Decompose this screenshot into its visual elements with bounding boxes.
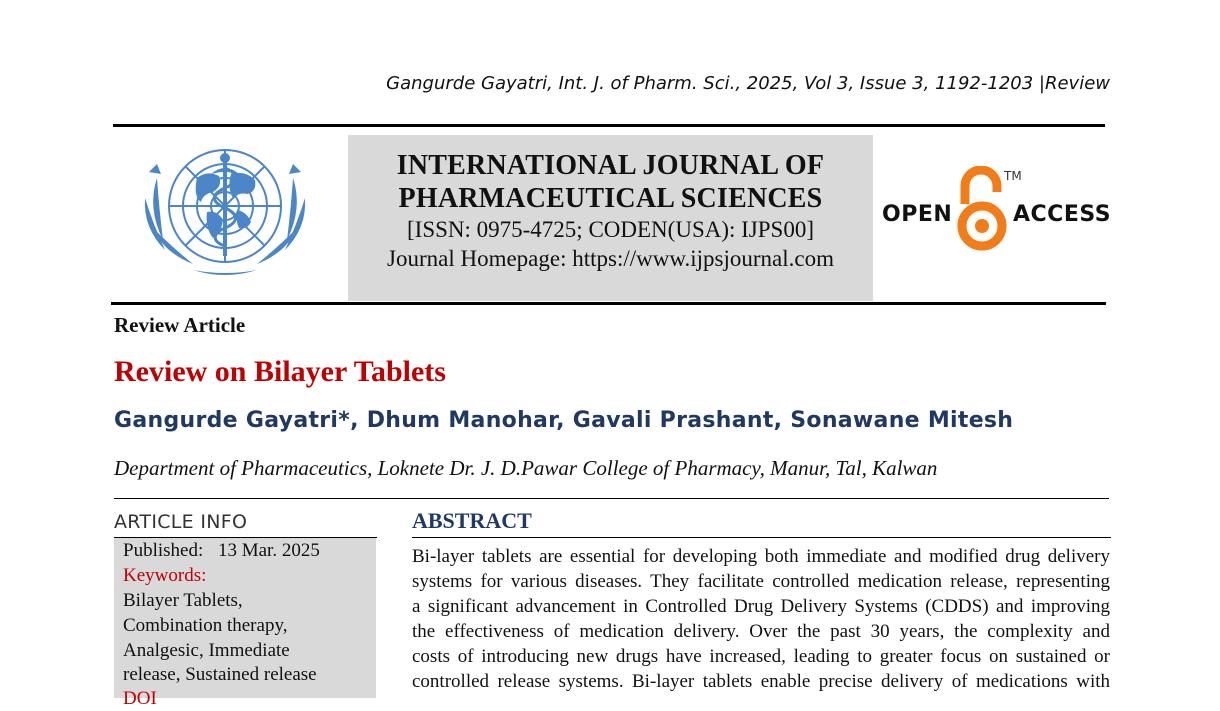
abstract-line: costs of introducing new drugs have increased, leading to greater focus on sustained or (412, 646, 1110, 667)
header-rule-bottom (111, 302, 1106, 305)
running-header: Gangurde Gayatri, Int. J. of Pharm. Sci., 2025, Vol 3, Issue 3, 1192-1203 |Review (386, 73, 1110, 94)
abstract-line: systems for various diseases. They facilitate controlled medication release, representing (412, 571, 1110, 592)
abstract-line: Bi-layer tablets are essential for developing both immediate and modified drug delivery (412, 546, 1110, 567)
abstract-line: a significant advancement in Controlled Drug Delivery Systems (CDDS) and improving (412, 596, 1110, 617)
open-access-access-text: ACCESS (1013, 202, 1112, 227)
section-divider (114, 498, 1109, 499)
article-info-box (114, 538, 376, 709)
abstract-heading: ABSTRACT (412, 508, 532, 533)
keyword-line: Combination therapy, (123, 615, 288, 636)
doi-label: DOI (123, 688, 157, 709)
published-row (123, 539, 320, 563)
published-label: Published: (123, 540, 204, 561)
keyword-line: release, Sustained release (123, 664, 317, 685)
journal-masthead (348, 135, 873, 301)
abstract-text (412, 544, 1110, 694)
header-rule-top (113, 124, 1105, 127)
journal-homepage[interactable]: Journal Homepage: https://www.ijpsjournal.com (387, 246, 834, 271)
abstract-rule (412, 537, 1111, 538)
journal-title-line1: INTERNATIONAL JOURNAL OF (396, 150, 825, 181)
open-access-trademark: TM (1004, 169, 1022, 183)
journal-title-line2: PHARMACEUTICAL SCIENCES (398, 183, 823, 214)
author-affiliation: Department of Pharmaceutics, Loknete Dr. J. D.Pawar College of Pharmacy, Manur, Tal, Kalwan (114, 456, 938, 480)
journal-issn: [ISSN: 0975-4725; CODEN(USA): IJPS00] (407, 217, 814, 242)
open-access-lock-icon (955, 166, 1011, 252)
journal-logo (127, 138, 323, 282)
abstract-line: controlled release systems. Bi-layer tablets enable precise delivery of medications with (412, 671, 1110, 692)
keyword-line: Bilayer Tablets, (123, 590, 243, 611)
un-emblem-caduceus-icon (127, 138, 323, 282)
abstract-line: the effectiveness of medication delivery. Over the past 30 years, the complexity and (412, 621, 1110, 642)
article-title: Review on Bilayer Tablets (114, 355, 446, 388)
article-type: Review Article (114, 313, 246, 337)
open-access-badge (879, 166, 1112, 252)
keywords-label: Keywords: (123, 565, 207, 586)
published-date: 13 Mar. 2025 (217, 540, 320, 561)
article-authors: Gangurde Gayatri*, Dhum Manohar, Gavali Prashant, Sonawane Mitesh (114, 408, 1014, 433)
open-access-open-text: OPEN (882, 202, 953, 227)
article-info-heading: ARTICLE INFO (114, 511, 248, 533)
keyword-line: Analgesic, Immediate (123, 640, 290, 661)
